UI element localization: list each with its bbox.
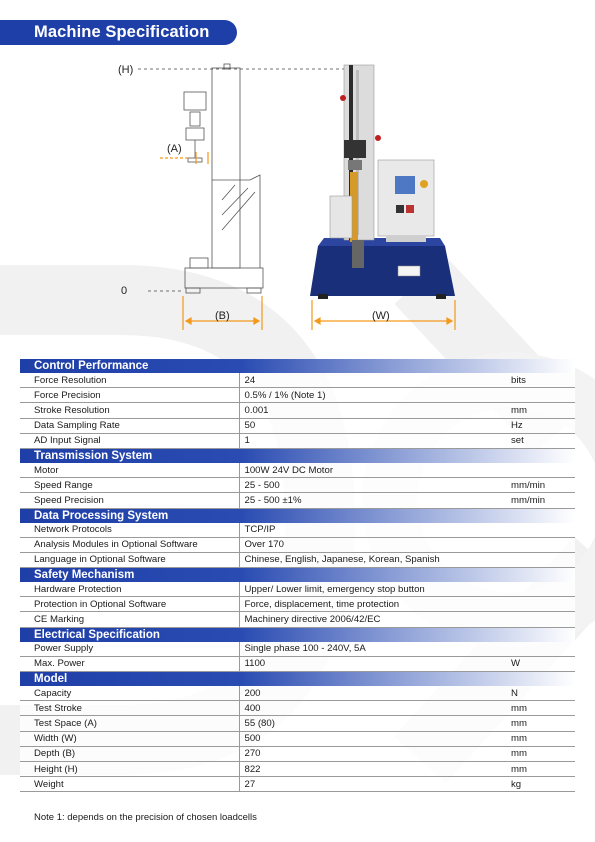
spec-label: Network Protocols	[20, 523, 239, 538]
section-header	[20, 448, 575, 463]
spec-unit	[511, 463, 575, 478]
spec-unit	[511, 597, 575, 612]
spec-label: Test Stroke	[20, 701, 239, 716]
side-view-drawing	[184, 64, 263, 293]
spec-value: 0.001	[239, 403, 511, 418]
spec-row	[20, 433, 575, 448]
section-title: Data Processing System	[20, 508, 575, 523]
page-title-banner	[0, 20, 237, 45]
machine-photo	[310, 65, 455, 299]
section-header	[20, 568, 575, 583]
spec-unit	[511, 523, 575, 538]
spec-label: Language in Optional Software	[20, 552, 239, 567]
spec-label: Height (H)	[20, 761, 239, 776]
spec-row	[20, 418, 575, 433]
spec-row	[20, 493, 575, 508]
spec-row	[20, 612, 575, 627]
spec-value: 55 (80)	[239, 716, 511, 731]
spec-unit: mm	[511, 746, 575, 761]
spec-row	[20, 463, 575, 478]
specification-table	[20, 359, 575, 792]
spec-row	[20, 552, 575, 567]
spec-value: 100W 24V DC Motor	[239, 463, 511, 478]
spec-unit	[511, 388, 575, 403]
spec-row	[20, 388, 575, 403]
spec-value: TCP/IP	[239, 523, 511, 538]
spec-value: Over 170	[239, 537, 511, 552]
spec-row	[20, 642, 575, 657]
spec-label: Data Sampling Rate	[20, 418, 239, 433]
spec-unit: set	[511, 433, 575, 448]
spec-unit: W	[511, 656, 575, 671]
spec-unit	[511, 582, 575, 597]
spec-value: 25 - 500	[239, 478, 511, 493]
spec-value: 50	[239, 418, 511, 433]
spec-unit: bits	[511, 373, 575, 388]
spec-value: 0.5% / 1% (Note 1)	[239, 388, 511, 403]
spec-row	[20, 523, 575, 538]
spec-unit: mm	[511, 701, 575, 716]
footnote: Note 1: depends on the precision of chosen loadcells	[34, 812, 257, 823]
spec-unit: mm	[511, 403, 575, 418]
spec-value: 200	[239, 686, 511, 701]
section-title: Transmission System	[20, 448, 575, 463]
spec-unit	[511, 612, 575, 627]
spec-label: Width (W)	[20, 731, 239, 746]
spec-value: Upper/ Lower limit, emergency stop button	[239, 582, 511, 597]
spec-label: Speed Range	[20, 478, 239, 493]
spec-label: Stroke Resolution	[20, 403, 239, 418]
spec-row	[20, 701, 575, 716]
spec-value: 24	[239, 373, 511, 388]
spec-row	[20, 597, 575, 612]
spec-unit: mm	[511, 716, 575, 731]
section-title: Model	[20, 672, 575, 687]
spec-row	[20, 373, 575, 388]
spec-label: Capacity	[20, 686, 239, 701]
dimension-label-b: (B)	[215, 310, 230, 322]
spec-unit: mm	[511, 761, 575, 776]
spec-label: Hardware Protection	[20, 582, 239, 597]
spec-label: Test Space (A)	[20, 716, 239, 731]
spec-value: 822	[239, 761, 511, 776]
spec-row	[20, 537, 575, 552]
spec-value: 500	[239, 731, 511, 746]
section-title: Control Performance	[20, 359, 575, 373]
spec-value: Machinery directive 2006/42/EC	[239, 612, 511, 627]
spec-unit: mm/min	[511, 493, 575, 508]
section-header	[20, 627, 575, 642]
spec-value: Single phase 100 - 240V, 5A	[239, 642, 511, 657]
spec-label: Max. Power	[20, 656, 239, 671]
spec-value: 1	[239, 433, 511, 448]
spec-value: Chinese, English, Japanese, Korean, Spanish	[239, 552, 511, 567]
spec-row	[20, 656, 575, 671]
section-header	[20, 508, 575, 523]
spec-label: Power Supply	[20, 642, 239, 657]
page-title: Machine Specification	[34, 23, 210, 41]
spec-unit: mm/min	[511, 478, 575, 493]
section-header	[20, 672, 575, 687]
spec-row	[20, 777, 575, 792]
spec-row	[20, 746, 575, 761]
spec-row	[20, 731, 575, 746]
spec-label: Force Precision	[20, 388, 239, 403]
spec-unit	[511, 642, 575, 657]
spec-label: AD Input Signal	[20, 433, 239, 448]
spec-unit	[511, 537, 575, 552]
spec-unit: Hz	[511, 418, 575, 433]
spec-value: 400	[239, 701, 511, 716]
spec-label: Motor	[20, 463, 239, 478]
spec-value: 270	[239, 746, 511, 761]
spec-label: Speed Precision	[20, 493, 239, 508]
machine-diagram	[0, 55, 595, 345]
spec-value: 1100	[239, 656, 511, 671]
spec-label: Analysis Modules in Optional Software	[20, 537, 239, 552]
spec-value: Force, displacement, time protection	[239, 597, 511, 612]
spec-value: 27	[239, 777, 511, 792]
section-title: Electrical Specification	[20, 627, 575, 642]
section-header	[20, 359, 575, 373]
spec-label: Protection in Optional Software	[20, 597, 239, 612]
spec-row	[20, 478, 575, 493]
dimension-label-h: (H)	[118, 64, 134, 76]
spec-unit: N	[511, 686, 575, 701]
spec-unit: mm	[511, 731, 575, 746]
spec-row	[20, 403, 575, 418]
dimension-label-zero: 0	[121, 285, 128, 297]
section-title: Safety Mechanism	[20, 568, 575, 583]
dimension-label-a: (A)	[167, 143, 182, 155]
spec-label: CE Marking	[20, 612, 239, 627]
spec-unit	[511, 552, 575, 567]
spec-row	[20, 686, 575, 701]
spec-row	[20, 761, 575, 776]
spec-value: 25 - 500 ±1%	[239, 493, 511, 508]
dimension-label-w: (W)	[372, 310, 390, 322]
spec-row	[20, 582, 575, 597]
spec-row	[20, 716, 575, 731]
spec-label: Force Resolution	[20, 373, 239, 388]
spec-unit: kg	[511, 777, 575, 792]
spec-label: Weight	[20, 777, 239, 792]
spec-label: Depth (B)	[20, 746, 239, 761]
